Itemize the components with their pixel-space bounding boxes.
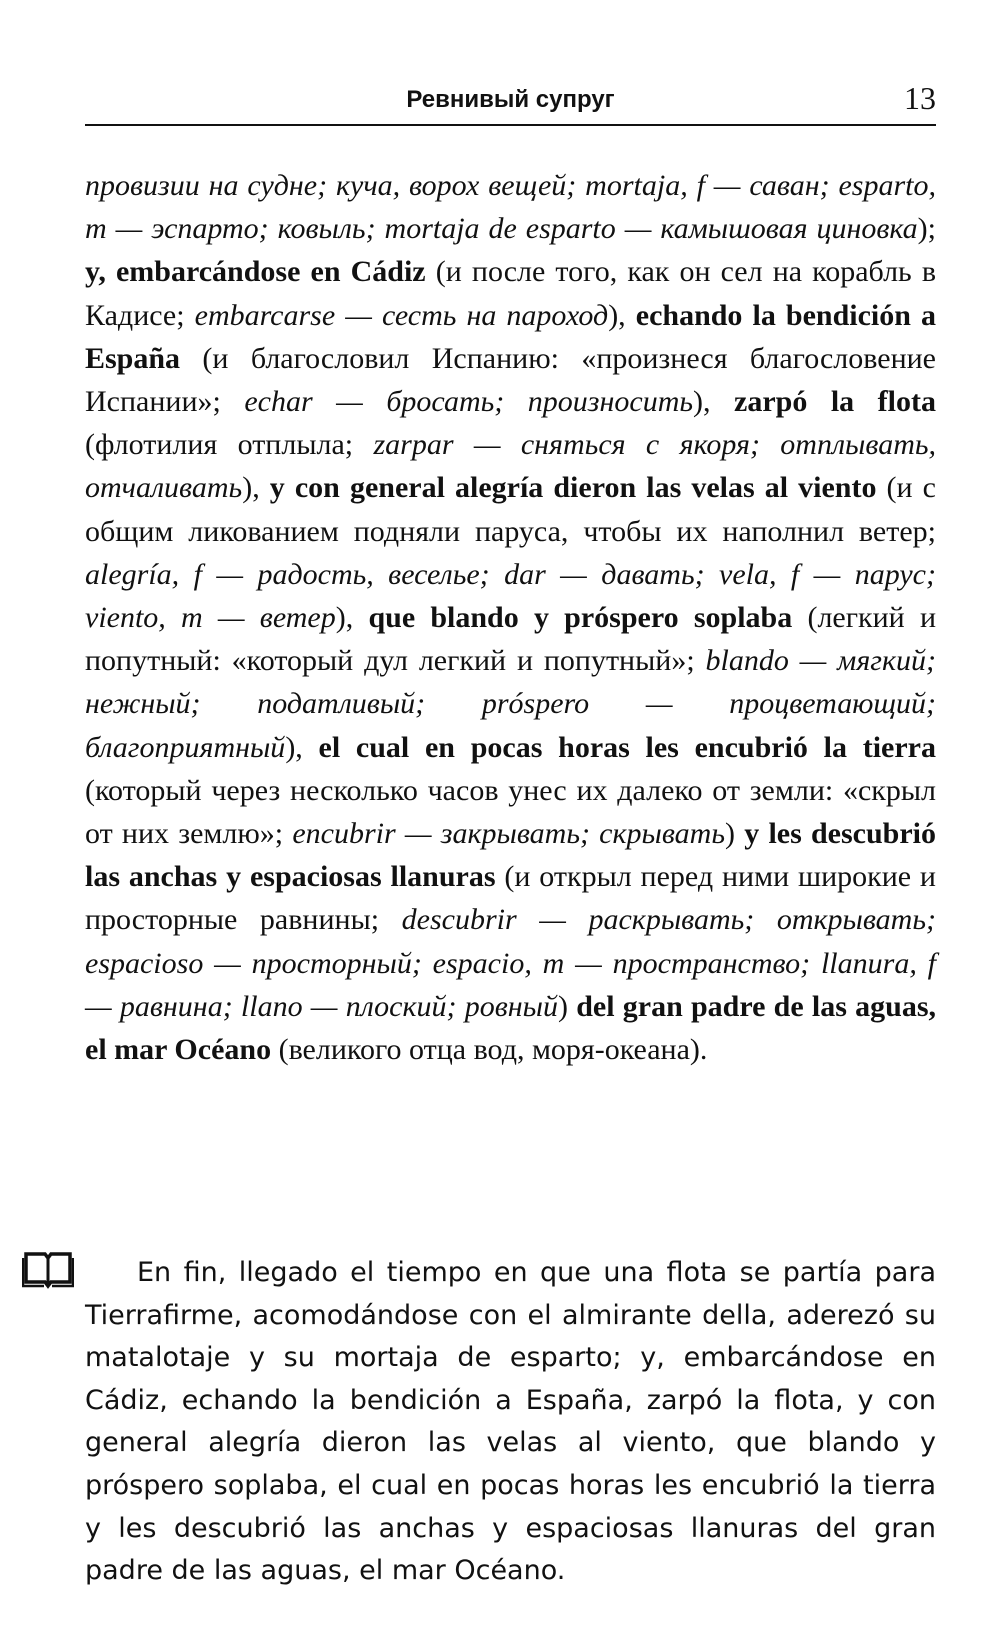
- gloss-plain: (который через несколько часов унес их далеко от земли: «скрыл от них землю»;: [85, 773, 936, 851]
- gloss-plain: ): [725, 817, 745, 851]
- gloss-italic: descubrir — раскрывать; открывать; espacioso — просторный; espacio, m — пространство; llanura, f — равнина; llano — плоский; ровный: [85, 903, 936, 1023]
- gloss-plain: ),: [693, 385, 735, 419]
- gloss-bold: zarpó la flota: [734, 385, 936, 419]
- gloss-plain: (легкий и попутный: «который дул легкий и попутный»;: [85, 601, 936, 678]
- gloss-plain: (и после того, как он сел на корабль в Кадисе;: [85, 255, 936, 332]
- gloss-italic: embarcarse — сесть на пароход: [194, 298, 609, 332]
- page-number: 13: [904, 80, 936, 116]
- gloss-bold: que blando y próspero soplaba: [368, 601, 793, 635]
- gloss-italic: alegría, f — радость, веселье; dar — давать; vela, f — парус; viento, m — ветер: [85, 557, 936, 635]
- gloss-bold: echando la bendición a España: [85, 298, 936, 375]
- gloss-italic: zarpar — сняться с якоря; отплывать, отчаливать: [85, 428, 937, 505]
- gloss-plain: (флотилия отплыла;: [85, 428, 374, 462]
- gloss-plain: (и открыл перед ними широкие и просторные равнины;: [85, 860, 936, 937]
- gloss-italic: провизии на судне; куча, ворох вещей; mortaja, f — саван; esparto, m — эспарто; ковыль; mortaja de esparto — камышовая циновка: [85, 169, 936, 246]
- gloss-plain: ),: [242, 471, 270, 505]
- gloss-italic: encubrir — закрывать; скрывать: [292, 817, 725, 851]
- gloss-bold: y les descubrió las anchas y espaciosas llanuras: [85, 817, 936, 894]
- gloss-plain: ),: [285, 730, 319, 764]
- gloss-plain: ): [557, 989, 577, 1023]
- gloss-plain: ),: [608, 298, 636, 332]
- gloss-bold: y, embarcándose en Cádiz: [85, 255, 426, 289]
- gloss-plain: (и с общим ликованием подняли паруса, чтобы их наполнил ветер;: [85, 471, 936, 548]
- gloss-italic: echar — бросать; произносить: [244, 385, 694, 419]
- open-book-icon: [22, 1248, 74, 1292]
- gloss-plain: (и благословил Испанию: «произнеся благословение Испании»;: [85, 341, 936, 419]
- chapter-title: Ревнивый супруг: [406, 86, 615, 113]
- original-spanish-text: En fin, llegado el tiempo en que una flota se partía para Tierrafirme, acomodándose con el almirante della, aderezó su matalotaje y su mortaja de esparto; y, embarcándose en Cádiz, echando la bendición a España, zarpó la flota, y con general alegría dieron las velas al viento, que blando y próspero soplaba, el cual en pocas horas les encubrió la tierra y les descubrió las anchas y espaciosas llanuras del gran padre de las aguas, el mar Océano.: [85, 1257, 936, 1587]
- gloss-plain: );: [917, 212, 936, 246]
- gloss-bold: y con general alegría dieron las velas al viento: [269, 471, 877, 505]
- gloss-plain: (великого отца вод, моря-океана).: [271, 1033, 708, 1067]
- gloss-bold: el cual en pocas horas les encubrió la tierra: [318, 730, 936, 764]
- gloss-plain: ),: [335, 601, 369, 635]
- gloss-italic: blando — мягкий; нежный; податливый; próspero — процветающий; благоприятный: [85, 644, 937, 764]
- gloss-bold: del gran padre de las aguas, el mar Océano: [85, 989, 936, 1067]
- running-header: [85, 80, 936, 126]
- annotated-text: [85, 164, 936, 1071]
